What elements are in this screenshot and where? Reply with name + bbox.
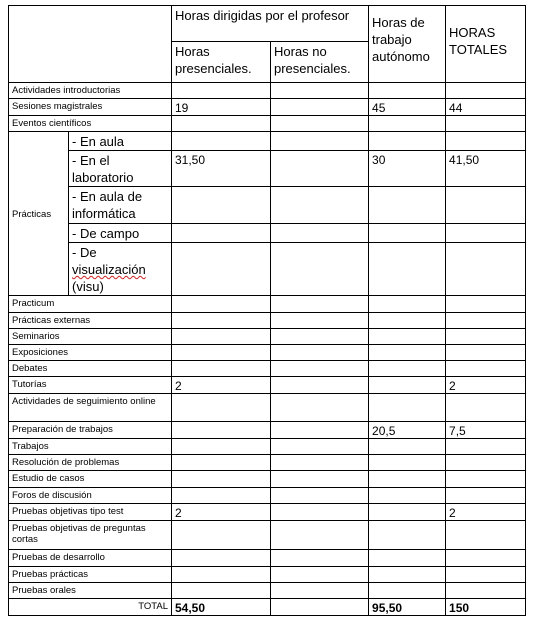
non-presential-hours-cell (271, 455, 369, 471)
total-non-presential-cell (271, 599, 369, 616)
table-row (9, 394, 526, 422)
non-presential-hours-cell (271, 488, 369, 504)
total-label: TOTAL (9, 599, 172, 616)
activity-label: Actividades introductorias (9, 83, 172, 99)
activity-label: Estudio de casos (9, 471, 172, 488)
autonomous-hours-cell (369, 296, 446, 313)
practica-type-label: - En aula de informática (69, 187, 172, 224)
activity-label: Trabajos (9, 439, 172, 455)
autonomous-hours-cell: 20,5 (369, 422, 446, 439)
total-hours-cell (446, 550, 526, 567)
practicas-label: Prácticas (9, 132, 69, 296)
autonomous-hours-cell (369, 455, 446, 471)
table-row (9, 83, 526, 99)
activity-label: Eventos científicos (9, 116, 172, 132)
table-row (9, 329, 526, 345)
autonomous-hours-cell (369, 583, 446, 599)
table-row (9, 296, 526, 313)
table-row (9, 345, 526, 361)
header-total-hours: HORAS TOTALES (446, 6, 526, 83)
table-row (9, 471, 526, 488)
non-presential-hours-cell (271, 345, 369, 361)
total-hours-cell (446, 296, 526, 313)
presential-hours-cell (172, 243, 271, 296)
total-hours-cell (446, 455, 526, 471)
presential-hours-cell: 2 (172, 504, 271, 521)
practica-label-prefix: - De (72, 245, 97, 260)
total-hours-cell (446, 521, 526, 550)
table-row (9, 377, 526, 394)
autonomous-hours-cell (369, 187, 446, 224)
table-row (9, 361, 526, 377)
autonomous-hours-cell (369, 377, 446, 394)
total-hours-cell (446, 329, 526, 345)
hours-table (8, 5, 526, 616)
presential-hours-cell (172, 488, 271, 504)
presential-hours-cell (172, 567, 271, 583)
presential-hours-cell (172, 224, 271, 243)
total-presential-cell: 54,50 (172, 599, 271, 616)
total-hours-cell (446, 132, 526, 151)
activity-label: Actividades de seguimiento online (9, 394, 172, 422)
non-presential-hours-cell (271, 394, 369, 422)
autonomous-hours-cell (369, 394, 446, 422)
autonomous-hours-cell (369, 313, 446, 329)
presential-hours-cell (172, 296, 271, 313)
total-hours-cell (446, 313, 526, 329)
activity-label: Foros de discusión (9, 488, 172, 504)
table-row (9, 99, 526, 116)
activity-label: Pruebas de desarrollo (9, 550, 172, 567)
presential-hours-cell (172, 455, 271, 471)
autonomous-hours-cell (369, 488, 446, 504)
header-autonomous-hours: Horas de trabajo autónomo (369, 6, 446, 83)
table-row (9, 599, 526, 616)
total-hours-cell (446, 83, 526, 99)
total-hours-cell (446, 439, 526, 455)
table-row (9, 439, 526, 455)
activity-label: Pruebas prácticas (9, 567, 172, 583)
table-row (9, 567, 526, 583)
non-presential-hours-cell (271, 313, 369, 329)
autonomous-hours-cell: 30 (369, 151, 446, 187)
activity-label: Practicum (9, 296, 172, 313)
non-presential-hours-cell (271, 567, 369, 583)
presential-hours-cell (172, 132, 271, 151)
autonomous-hours-cell (369, 243, 446, 296)
activity-label: Pruebas orales (9, 583, 172, 599)
non-presential-hours-cell (271, 471, 369, 488)
table-row (9, 116, 526, 132)
presential-hours-cell (172, 361, 271, 377)
header-corner-cell (9, 6, 172, 83)
table-row (9, 187, 526, 224)
header-presential: Horas presenciales. (172, 42, 271, 83)
non-presential-hours-cell (271, 99, 369, 116)
activity-label: Pruebas objetivas tipo test (9, 504, 172, 521)
non-presential-hours-cell (271, 583, 369, 599)
autonomous-hours-cell (369, 329, 446, 345)
total-hours-cell (446, 345, 526, 361)
presential-hours-cell (172, 329, 271, 345)
non-presential-hours-cell (271, 504, 369, 521)
practica-type-label: - En aula (69, 132, 172, 151)
non-presential-hours-cell (271, 377, 369, 394)
total-hours-cell: 41,50 (446, 151, 526, 187)
non-presential-hours-cell (271, 550, 369, 567)
autonomous-hours-cell (369, 439, 446, 455)
total-hours-cell (446, 243, 526, 296)
autonomous-hours-cell (369, 116, 446, 132)
non-presential-hours-cell (271, 329, 369, 345)
non-presential-hours-cell (271, 521, 369, 550)
total-autonomous-cell: 95,50 (369, 599, 446, 616)
practica-type-label: - De campo (69, 224, 172, 243)
header-non-presential: Horas no presenciales. (271, 42, 369, 83)
table-row (9, 488, 526, 504)
activity-label: Exposiciones (9, 345, 172, 361)
non-presential-hours-cell (271, 187, 369, 224)
presential-hours-cell (172, 345, 271, 361)
practica-type-label (69, 243, 172, 296)
table-row (9, 151, 526, 187)
non-presential-hours-cell (271, 422, 369, 439)
table-row (9, 422, 526, 439)
presential-hours-cell (172, 439, 271, 455)
non-presential-hours-cell (271, 243, 369, 296)
autonomous-hours-cell (369, 224, 446, 243)
total-hours-cell (446, 116, 526, 132)
activity-label: Preparación de trabajos (9, 422, 172, 439)
autonomous-hours-cell (369, 504, 446, 521)
table-row (9, 224, 526, 243)
presential-hours-cell (172, 313, 271, 329)
practica-type-label: - En el laboratorio (69, 151, 172, 187)
total-hours-cell: 2 (446, 504, 526, 521)
total-hours-cell (446, 361, 526, 377)
non-presential-hours-cell (271, 116, 369, 132)
table-row (9, 550, 526, 567)
autonomous-hours-cell (369, 132, 446, 151)
autonomous-hours-cell (369, 471, 446, 488)
total-hours-cell (446, 187, 526, 224)
presential-hours-cell (172, 521, 271, 550)
presential-hours-cell: 2 (172, 377, 271, 394)
presential-hours-cell: 19 (172, 99, 271, 116)
autonomous-hours-cell (369, 361, 446, 377)
autonomous-hours-cell (369, 83, 446, 99)
autonomous-hours-cell (369, 345, 446, 361)
non-presential-hours-cell (271, 361, 369, 377)
presential-hours-cell (172, 471, 271, 488)
presential-hours-cell (172, 187, 271, 224)
practica-label-suffix: (visu) (72, 279, 104, 294)
autonomous-hours-cell (369, 567, 446, 583)
total-hours-sum-cell: 150 (446, 599, 526, 616)
table-row (9, 455, 526, 471)
non-presential-hours-cell (271, 296, 369, 313)
total-hours-cell (446, 488, 526, 504)
total-hours-cell: 44 (446, 99, 526, 116)
table-row (9, 504, 526, 521)
total-hours-cell (446, 471, 526, 488)
total-hours-cell (446, 394, 526, 422)
total-hours-cell (446, 224, 526, 243)
table-row (9, 521, 526, 550)
presential-hours-cell (172, 116, 271, 132)
header-guided-hours: Horas dirigidas por el profesor (172, 6, 369, 42)
activity-label: Prácticas externas (9, 313, 172, 329)
activity-label: Resolución de problemas (9, 455, 172, 471)
activity-label: Debates (9, 361, 172, 377)
activity-label: Sesiones magistrales (9, 99, 172, 116)
autonomous-hours-cell (369, 521, 446, 550)
presential-hours-cell (172, 83, 271, 99)
autonomous-hours-cell (369, 550, 446, 567)
table-row (9, 243, 526, 296)
non-presential-hours-cell (271, 83, 369, 99)
non-presential-hours-cell (271, 439, 369, 455)
presential-hours-cell (172, 422, 271, 439)
non-presential-hours-cell (271, 151, 369, 187)
total-hours-cell: 2 (446, 377, 526, 394)
table-row (9, 313, 526, 329)
total-hours-cell (446, 583, 526, 599)
non-presential-hours-cell (271, 224, 369, 243)
non-presential-hours-cell (271, 132, 369, 151)
activity-label: Seminarios (9, 329, 172, 345)
activity-label: Pruebas objetivas de preguntas cortas (9, 521, 172, 550)
practica-label-underlined: visualización (72, 262, 146, 277)
activity-label: Tutorías (9, 377, 172, 394)
autonomous-hours-cell: 45 (369, 99, 446, 116)
presential-hours-cell: 31,50 (172, 151, 271, 187)
table-row (9, 583, 526, 599)
presential-hours-cell (172, 550, 271, 567)
table-row (9, 132, 526, 151)
presential-hours-cell (172, 394, 271, 422)
total-hours-cell (446, 567, 526, 583)
presential-hours-cell (172, 583, 271, 599)
total-hours-cell: 7,5 (446, 422, 526, 439)
